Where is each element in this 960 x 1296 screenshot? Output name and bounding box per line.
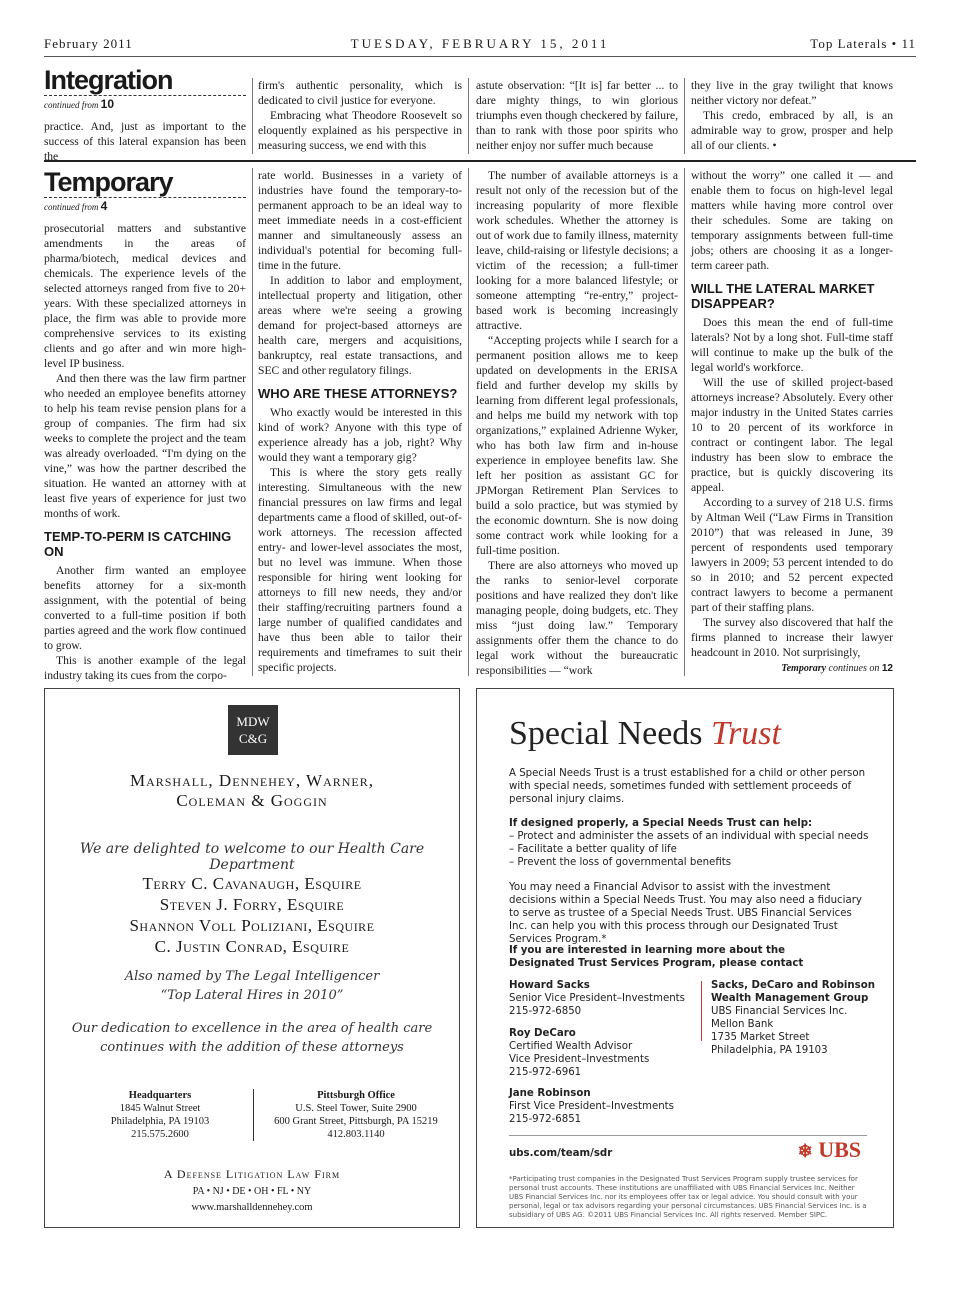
header-section: Top Laterals • 11 bbox=[810, 36, 916, 51]
page-header bbox=[44, 36, 916, 56]
subhead-temp-to-perm: TEMP-TO-PERM IS CATCHING ON bbox=[44, 529, 232, 559]
jump-line: Temporary continues on 12 bbox=[781, 663, 893, 674]
column-divider bbox=[252, 78, 253, 154]
lawyer-name: C. Justin Conrad, Esquire bbox=[154, 937, 350, 956]
integration-col-4: they live in the gray twilight that knows neither victory nor defeat.” This credo, embraced by all, is an admirable way to grow, prosper and help all of our clients. • bbox=[691, 79, 893, 152]
snt-help: If designed properly, a Special Needs Trust can help: – Protect and administer the assets of an individual with special needs – Facilitate a better quality of life – Prevent the loss of governmental benefits bbox=[509, 818, 869, 868]
top-lateral: “Top Lateral Hires in 2010” bbox=[160, 988, 344, 1003]
firm-name: Marshall, Dennehey, Warner, bbox=[129, 771, 375, 790]
header-date: TUESDAY, FEBRUARY 15, 2011 bbox=[350, 36, 610, 51]
subhead-lateral-market: WILL THE LATERAL MARKET DISAPPEAR? bbox=[691, 281, 875, 311]
temporary-continued: continued from 4 bbox=[44, 199, 108, 213]
states: PA • NJ • DE • OH • FL • NY bbox=[192, 1186, 312, 1197]
integration-col-3: astute observation: “[It is] far better ... to dare mighty things, to win glorious triumphs even though checkered by failure, than to rank with those poor spirits who neither enjoy nor suffer much because bbox=[476, 79, 678, 152]
integration-kicker: Integration bbox=[44, 66, 246, 96]
office-divider bbox=[253, 1089, 254, 1141]
ubs-url[interactable]: ubs.com/team/sdr bbox=[509, 1148, 613, 1159]
snt-intro: A Special Needs Trust is a trust established for a child or other person with special needs, sometimes funded with settlement proceeds of personal injury claims. bbox=[509, 768, 866, 805]
dedication-1: Our dedication to excellence in the area of health care bbox=[71, 1021, 433, 1036]
pittsburgh-address: Pittsburgh Office U.S. Steel Tower, Suite 2900 600 Grant Street, Pittsburgh, PA 15219 412.803.1140 bbox=[274, 1090, 438, 1140]
temporary-col-3: The number of available attorneys is a result not only of the recession but of the increasing popularity of more flexible work schedules. Whether the attorney is out of work due to family illness, maternity leave, child-raising or lifestyle decisions; a victim of the recession; a full-timer looking for a more balanced lifestyle; or someone attempting “re-entry,” project-based work is becoming increasingly attractive. “Accepting projects while I search for a permanent position allows me to keep updated on developments in the ERISA field and further develop my skills by learning from different legal professionals, and helps me build my network with top organizations,” explained Adrienne Wyker, who has both law firm and in-house experience in employee benefits law. She left her position as assistant GC for JPMorgan Retirement Plan Services to build a solo practice, but was stymied by the economic downturn. She is now doing some contract work while looking for a full-time position. There are also attorneys who moved up the ranks to senior-level corporate positions and have realized they don't like managing people, doing budgets, etc. They miss “just doing law.” Temporary assignments offer them the chance to do legal work without the bureaucratic responsibilities — “work bbox=[476, 169, 678, 677]
mdw-url[interactable]: www.marshalldennehey.com bbox=[191, 1202, 313, 1213]
wealth-group: Sacks, DeCaro and Robinson Wealth Management Group UBS Financial Services Inc. Mellon Bank 1735 Market Street Philadelphia, PA 19103 bbox=[711, 980, 875, 1056]
ubs-fine-print: *Participating trust companies in the Designated Trust Services Program supply trustee services for personal trust accounts. These institutions are unaffiliated with UBS Financial Services Inc. Neither UBS Financial Services Inc. nor its employees offer tax or legal advice. You should consult with your personal, legal or tax advisors regarding your personal circumstances. UBS Financial Services Inc. is a subsidiary of UBS AG. ©2011 UBS Financial Services Inc. All rights reserved. Member SIPC. bbox=[509, 1175, 867, 1219]
also-named: Also named by The Legal Intelligencer bbox=[124, 969, 380, 984]
tagline: A Defense Litigation Law Firm bbox=[163, 1167, 341, 1181]
dedication-2: continues with the addition of these attorneys bbox=[100, 1040, 404, 1055]
integration-col-1: Integration continued from 10 practice. And, just as important to the success of this lateral expansion has been the bbox=[44, 65, 246, 163]
temporary-col-1: Temporary continued from 4 prosecutorial matters and substantive amendments in the areas of pharma/biotech, medical devices and chemicals. The experience levels of the selected attorneys ranged from five to 20+ years. With these specialized attorneys in place, the firm was able to provide more comprehensive services to its existing clients and go after and win more high-level IP business. And then there was the law firm partner who needed an employee benefits attorney to help his team revise pension plans for a group of companies. The firm had six weeks to complete the project and the team was already overloaded. “I'm dying on the vine,” was how the partner described the situation. He wanted an attorney with at least five years of experience for just two months of work. TEMP-TO-PERM IS CATCHING ON Another firm wanted an employee benefits attorney for a six-month assignment, with the potential of being converted to a full-time position if both parties agreed and the work flow continued to grow. This is another example of the legal industry taking its cues from the corpo- bbox=[44, 167, 246, 682]
ubs-rule bbox=[509, 1135, 867, 1136]
lawyer-name: Terry C. Cavanaugh, Esquire bbox=[142, 874, 362, 893]
welcome-line: We are delighted to welcome to our Health Care Department bbox=[79, 841, 425, 873]
integration-continued: continued from 10 bbox=[44, 97, 115, 111]
ubs-keys-icon: ❄ bbox=[797, 1141, 813, 1161]
column-divider bbox=[468, 78, 469, 154]
temporary-col-2: rate world. Businesses in a variety of industries have found the temporary-to-permanent approach to be an ideal way to meet immediate needs in a cost-efficient manner and simultaneously assess an individual's potential for becoming full-time in the future. In addition to labor and employment, intellectual property and litigation, other areas where we're seeing a growing demand for project-based attorneys are health care, mergers and acquisitions, bankruptcy, real estate transactions, and SEC and other regulatory filings. WHO ARE THESE ATTORNEYS? Who exactly would be interested in this kind of work? Anyone with this type of experience already has a job, right? Why would they want a temporary gig? This is where the story gets really interesting. Simultaneous with the new financial pressures on law firms and legal departments came a flood of skilled, out-of-work attorneys. The recession affected entry- and lower-level associates the most, but no level was immune. When those responsible for hiring went looking for attorneys to fill new needs, they and/or their staffing/recruiting partners found a large number of qualified candidates and have thus been able to tailor their requirements and timeframes to suit their specific projects. bbox=[258, 169, 462, 674]
ad-marshall-dennehey bbox=[44, 688, 460, 1228]
column-divider bbox=[468, 168, 469, 676]
integration-col-2: firm's authentic personality, which is dedicated to civil justice for everyone. Embracing what Theodore Roosevelt so eloquently explained as his perspective in measuring success, we end with this bbox=[258, 79, 462, 152]
firm-name-2: Coleman & Goggin bbox=[176, 791, 328, 810]
subhead-who-are: WHO ARE THESE ATTORNEYS? bbox=[258, 386, 458, 401]
hq-address: Headquarters 1845 Walnut Street Philadelphia, PA 19103 215.575.2600 bbox=[110, 1090, 210, 1140]
contact-howard: Howard Sacks Senior Vice President–Investments 215-972-6850 bbox=[509, 980, 685, 1017]
lawyer-name: Steven J. Forry, Esquire bbox=[159, 895, 345, 914]
temporary-col-4: without the worry” one called it — and enable them to focus on high-level legal matters while having more control over their schedules. Some are taking on temporary assignments between full-time jobs; others are choosing it as a longer-term career path. WILL THE LATERAL MARKET DISAPPEAR? Does this mean the end of full-time laterals? Not by a long shot. Full-time staff will continue to make up the bulk of the legal world's workforce. Will the use of skilled project-based attorneys increase? Absolutely. Every other major industry in the United States carries 10 to 20 percent of its workforce in contract or contingent labor. The legal industry has been slow to embrace the practice, but is quickly discovering its appeal. According to a survey of 218 U.S. firms by Altman Weil (“Law Firms in Transition 2010”) that was released in June, 39 percent of respondents used temporary lawyers in 2009; 53 percent intended to do so in 2010; and 52 percent expected contract lawyers to become a permanent part of their staffing plans. The survey also discovered that half the firms planned to increase their lawyer headcount in 2010. Not surprisingly, Temporary continues on 12 bbox=[691, 169, 893, 674]
header-month: February 2011 bbox=[44, 36, 133, 51]
snt-para2: You may need a Financial Advisor to assist with the investment decisions within a Special Needs Trust. You may also need a fiduciary to serve as trustee of a Special Needs Trust. UBS Financial Services Inc. can help you with this process through our Designated Trust Services Program.* bbox=[509, 882, 862, 945]
snt-title: Special Needs Trust bbox=[509, 715, 781, 752]
temporary-kicker: Temporary bbox=[44, 168, 246, 198]
lawyer-name: Shannon Voll Poliziani, Esquire bbox=[129, 916, 375, 935]
section-rule bbox=[44, 160, 916, 162]
contact-roy: Roy DeCaro Certified Wealth Advisor Vice President–Investments 215-972-6961 bbox=[509, 1028, 650, 1078]
snt-interest: If you are interested in learning more about the Designated Trust Services Program, please contact bbox=[509, 945, 804, 969]
contact-divider bbox=[701, 981, 702, 1041]
column-divider bbox=[252, 168, 253, 676]
contact-jane: Jane Robinson First Vice President–Investments 215-972-6851 bbox=[509, 1088, 674, 1125]
ad-ubs bbox=[476, 688, 894, 1228]
mdw-logo: MDW C&G bbox=[228, 705, 278, 755]
header-rule bbox=[44, 56, 916, 57]
column-divider bbox=[684, 168, 685, 676]
column-divider bbox=[684, 78, 685, 154]
ubs-logo: ❄ UBS bbox=[797, 1137, 861, 1162]
